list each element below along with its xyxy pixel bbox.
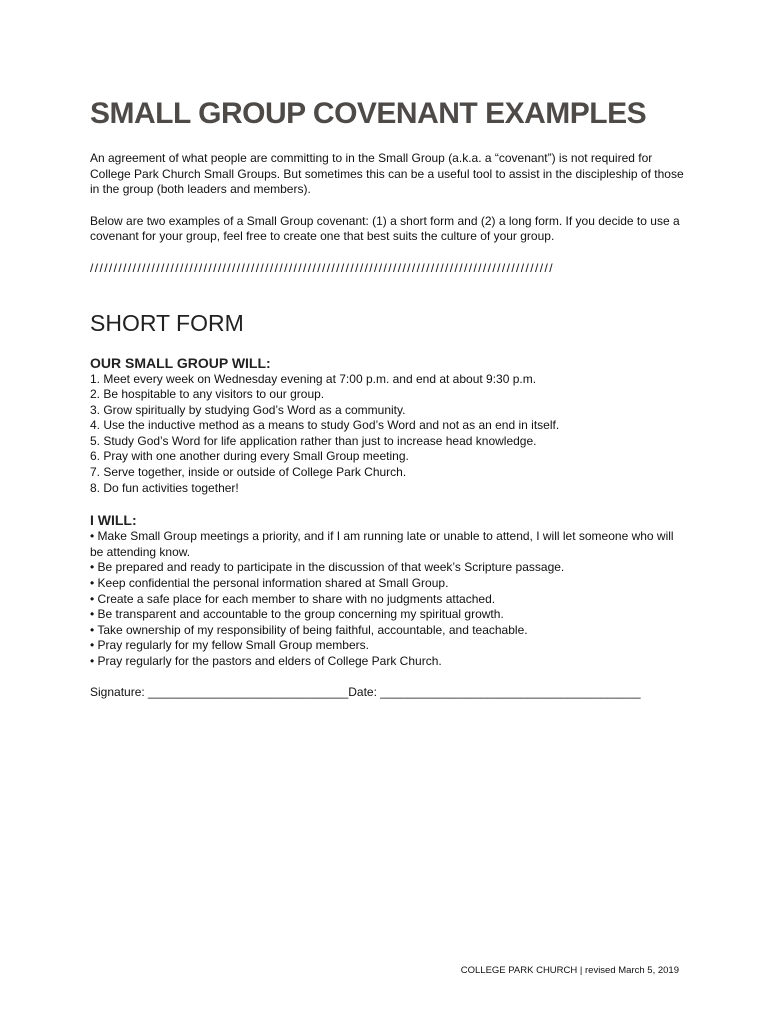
document-title: SMALL GROUP COVENANT EXAMPLES: [90, 97, 647, 130]
i-will-list: [90, 529, 690, 669]
page-footer: COLLEGE PARK CHURCH | revised March 5, 2019: [460, 965, 679, 976]
list-item: 1. Meet every week on Wednesday evening at 7:00 p.m. and end at about 9:30 p.m.: [90, 371, 537, 386]
list-item: 6. Pray with one another during every Small Group meeting.: [90, 449, 409, 464]
list-item: • Be transparent and accountable to the group concerning my spiritual growth.: [90, 607, 504, 622]
list-item: 8. Do fun activities together!: [90, 480, 239, 495]
i-will-heading: I WILL:: [90, 512, 137, 529]
list-item: • Pray regularly for the pastors and elders of College Park Church.: [90, 654, 442, 668]
list-item: 7. Serve together, inside or outside of College Park Church.: [90, 465, 407, 480]
short-form-heading: SHORT FORM: [90, 309, 244, 336]
our-group-list: [90, 372, 690, 497]
intro-paragraph: An agreement of what people are committing to in the Small Group (a.k.a. a “covenant”) is not required for College Park Church Small Groups. But sometimes this can be a useful tool to assist in the discipleship of those in the group (both leaders and members).: [90, 151, 684, 196]
list-item: 5. Study God’s Word for life application rather than just to increase head knowledge.: [90, 433, 537, 448]
list-item: 3. Grow spiritually by studying God’s Word as a community.: [90, 402, 406, 417]
examples-paragraph: Below are two examples of a Small Group covenant: (1) a short form and (2) a long form. If you decide to use a covenant for your group, feel free to create one that best suits the culture of your group.: [90, 213, 680, 243]
list-item: • Pray regularly for my fellow Small Group members.: [90, 638, 369, 653]
list-item: • Be prepared and ready to participate in the discussion of that week’s Scripture passage.: [90, 560, 565, 575]
list-item: 4. Use the inductive method as a means to study God’s Word and not as an end in itself.: [90, 418, 560, 433]
list-item: • Create a safe place for each member to share with no judgments attached.: [90, 591, 496, 606]
list-item: • Keep confidential the personal information shared at Small Group.: [90, 576, 449, 591]
section-divider: //////////////////////////////////////////////////////////////////////////////////////////////////: [90, 260, 554, 275]
document-page: [90, 96, 690, 700]
list-item: • Take ownership of my responsibility of being faithful, accountable, and teachable.: [90, 622, 528, 637]
signature-date-line: Signature: ______________________________Date: _______________________________________: [90, 684, 641, 699]
list-item: • Make Small Group meetings a priority, and if I am running late or unable to attend, I will let someone who will be attending know.: [90, 529, 674, 559]
list-item: 2. Be hospitable to any visitors to our group.: [90, 387, 325, 402]
our-group-heading: OUR SMALL GROUP WILL:: [90, 354, 271, 371]
